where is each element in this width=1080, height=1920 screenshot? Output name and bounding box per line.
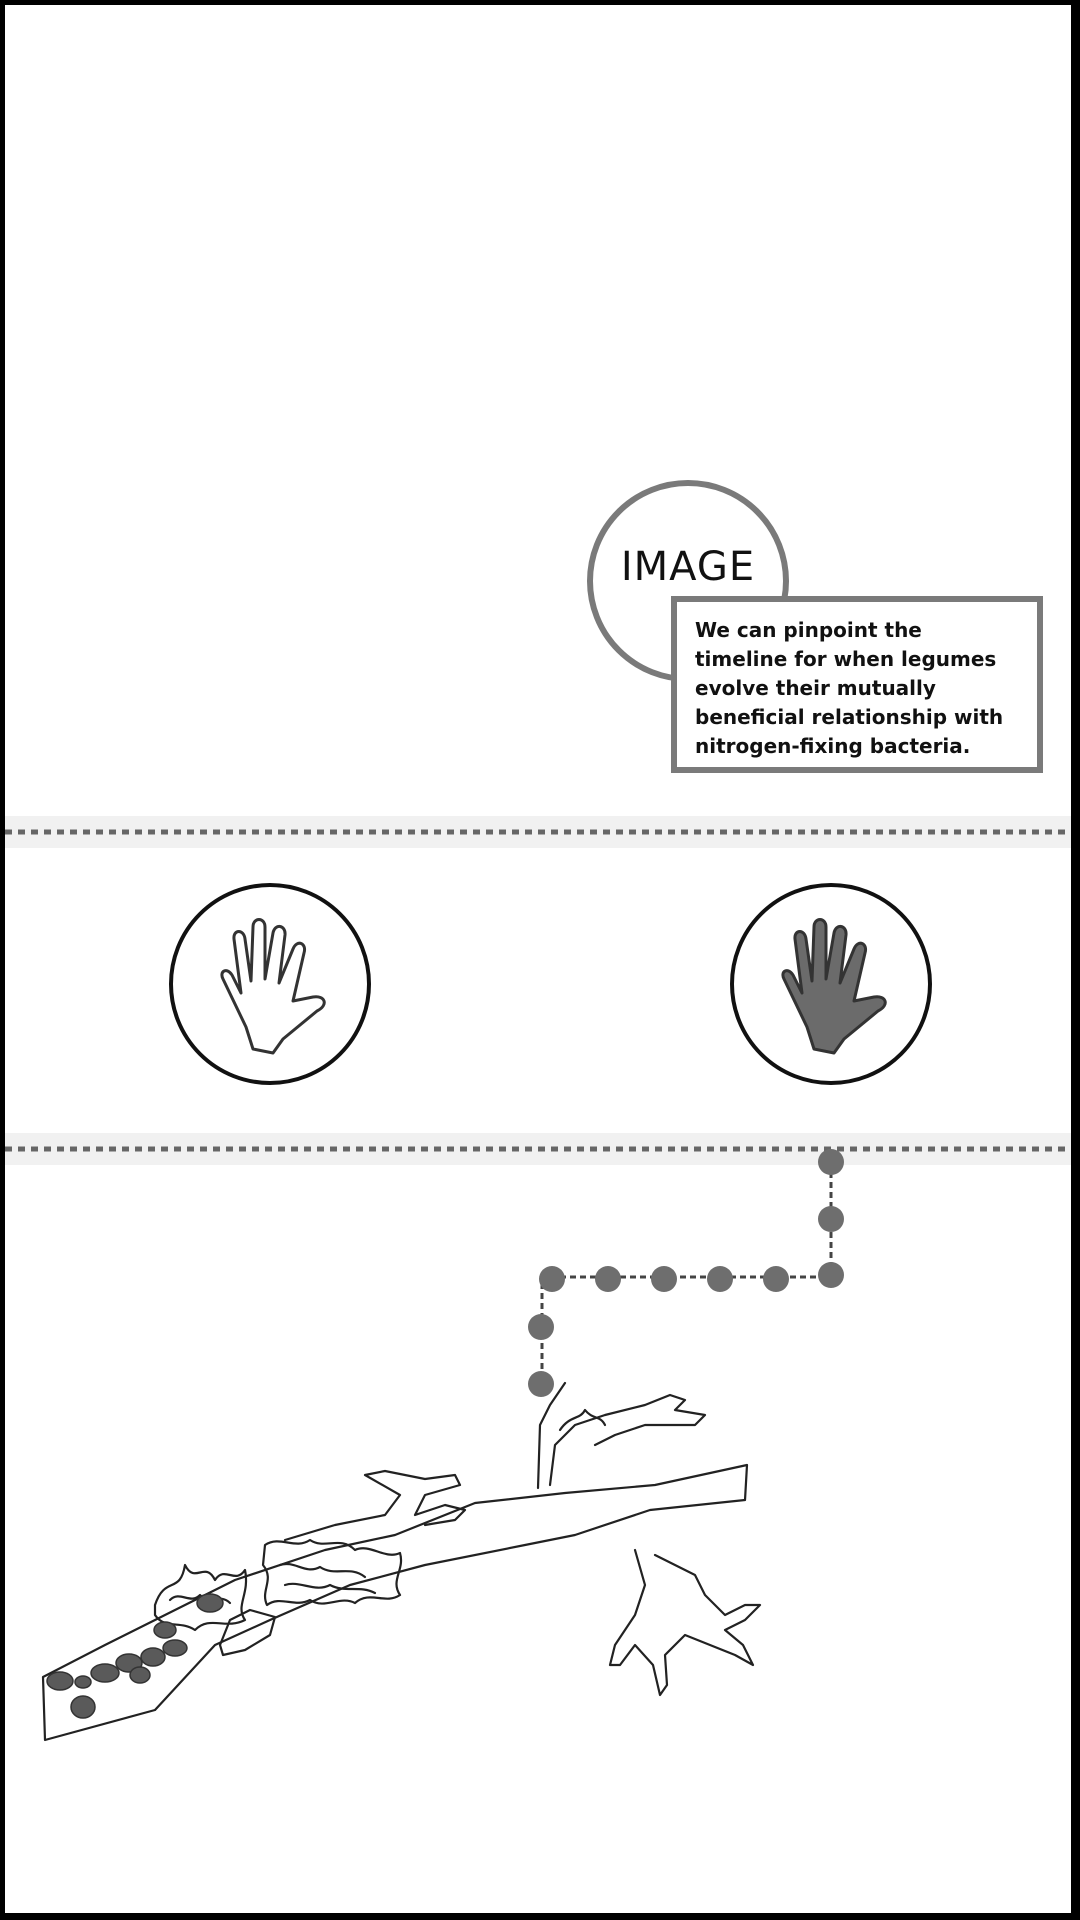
root-sketch	[43, 1383, 760, 1740]
image-placeholder-label: IMAGE	[620, 544, 756, 590]
dotted-connector-path	[528, 1149, 844, 1397]
page-frame	[5, 5, 1071, 1913]
caption-text: We can pinpoint the timeline for when legumes evolve their mutually beneficial relationship with nitrogen-fixing bacteria.	[695, 618, 1004, 758]
root-illustration	[5, 5, 1071, 1913]
root-nodules	[47, 1594, 223, 1718]
